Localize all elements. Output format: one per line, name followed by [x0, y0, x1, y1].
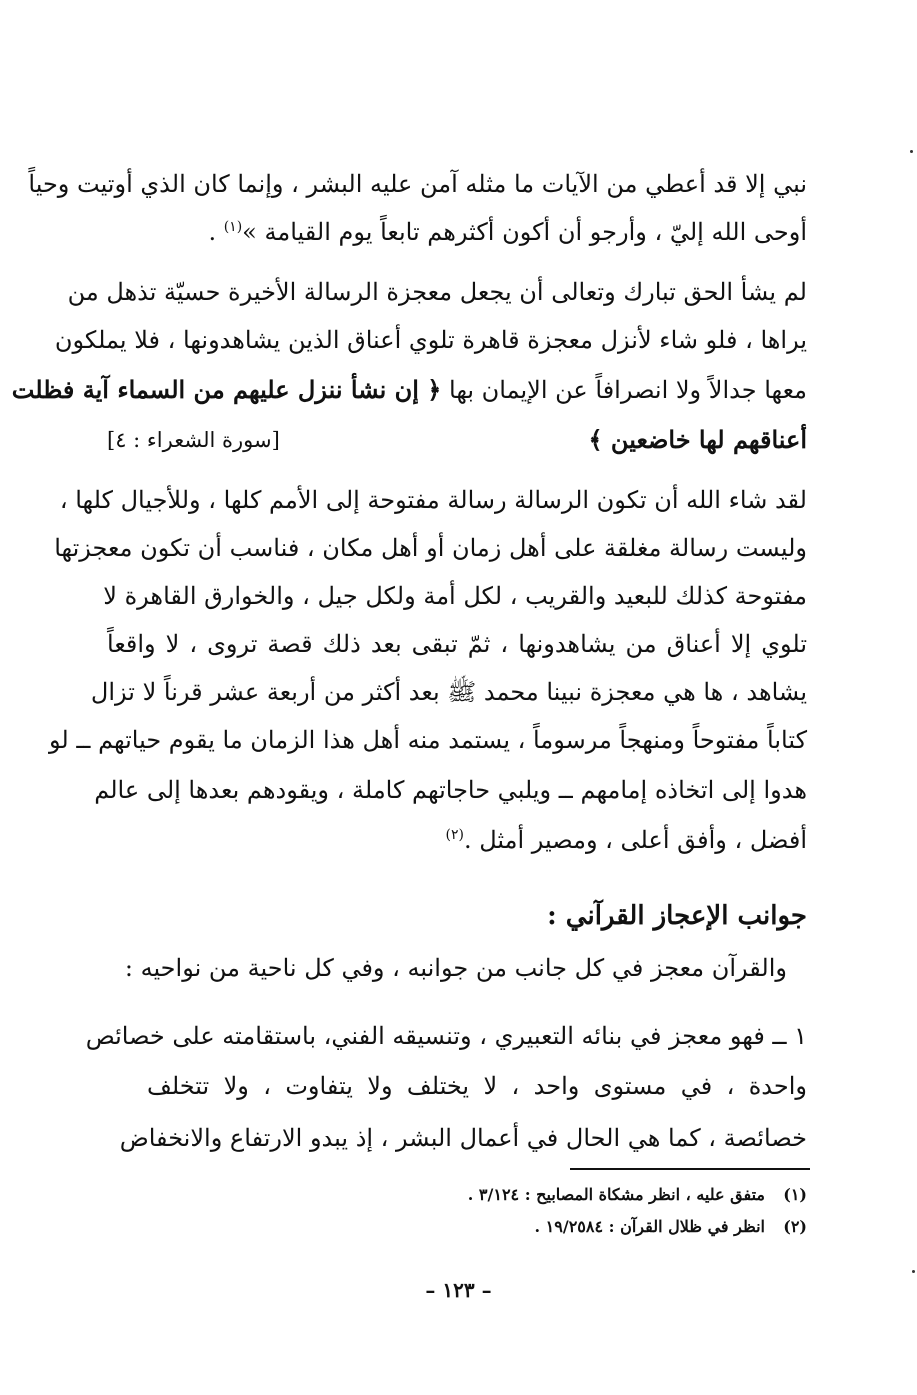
- body-line: [11, 372, 807, 408]
- footnote: [107, 1214, 807, 1240]
- body-line: تلوي إلا أعناق من يشاهدونها ، ثمّ تبقى بعد ذلك قصة تروى ، لا واقعاً: [107, 630, 807, 658]
- body-line: [107, 822, 807, 858]
- quran-verse: ﴿ إن نشأ ننزل عليهم من السماء آية فظلت: [11, 375, 442, 404]
- body-line: واحدة ، في مستوى واحد ، لا يختلف ولا يتفاوت ، ولا تتخلف: [147, 1072, 807, 1100]
- body-line: [107, 422, 807, 458]
- body-line: ١ ــ فهو معجز في بنائه التعبيري ، وتنسيقه الفني، باستقامته على خصائص: [85, 1022, 807, 1050]
- body-text: .: [208, 218, 224, 246]
- body-line: والقرآن معجز في كل جانب من جوانبه ، وفي كل ناحية من نواحيه :: [124, 954, 787, 982]
- body-line: لقد شاء الله أن تكون الرسالة رسالة مفتوحة إلى الأمم كلها ، وللأجيال كلها ،: [59, 486, 807, 514]
- footnote-number: (١): [783, 1185, 807, 1204]
- body-line: لم يشأ الحق تبارك وتعالى أن يجعل معجزة الرسالة الأخيرة حسيّة تذهل من: [67, 278, 807, 306]
- footnote-separator: [570, 1168, 810, 1170]
- body-text: معها جدالاً ولا انصرافاً عن الإيمان بها: [449, 376, 807, 404]
- scan-speck: [912, 1270, 915, 1273]
- body-line: وليست رسالة مغلقة على أهل زمان أو أهل مكان ، فناسب أن تكون معجزتها: [54, 534, 807, 562]
- body-line: نبي إلا قد أعطي من الآيات ما مثله آمن عليه البشر ، وإنما كان الذي أوتيت وحياً: [28, 170, 807, 198]
- body-line: [107, 214, 807, 250]
- quran-reference: [سورة الشعراء : ٤]: [107, 428, 280, 452]
- body-line: يشاهد ، ها هي معجزة نبينا محمد ﷺ بعد أكثر من أربعة عشر قرناً لا تزال: [90, 678, 807, 706]
- footnote-ref: (١): [223, 219, 243, 235]
- body-line: مفتوحة كذلك للبعيد والقريب ، لكل أمة ولكل جيل ، والخوارق القاهرة لا: [103, 582, 807, 610]
- quran-verse: أعناقهم لها خاضعين ﴾: [588, 425, 807, 454]
- page-number: – ١٢٣ –: [425, 1278, 492, 1302]
- body-line: يراها ، فلو شاء لأنزل معجزة قاهرة تلوي أعناق الذين يشاهدونها ، فلا يملكون: [54, 326, 807, 354]
- body-text: أوحى الله إليّ ، وأرجو أن أكون أكثرهم تابعاً يوم القيامة »: [242, 218, 807, 246]
- body-line: كتاباً مفتوحاً ومنهجاً مرسوماً ، يستمد منه أهل هذا الزمان ما يقوم حياتهم ــ لو: [49, 726, 807, 754]
- footnote: [107, 1182, 807, 1208]
- footnote-number: (٢): [783, 1217, 807, 1236]
- body-text: أفضل ، وأفق أعلى ، ومصير أمثل .: [463, 826, 807, 854]
- section-heading: جوانب الإعجاز القرآني :: [547, 901, 807, 931]
- scan-speck: [910, 150, 913, 153]
- footnote-ref: (٢): [445, 827, 464, 843]
- body-line: هدوا إلى اتخاذه إمامهم ــ ويلبي حاجاتهم كاملة ، ويقودهم بعدها إلى عالم: [94, 776, 807, 804]
- body-line: خصائصة ، كما هي الحال في أعمال البشر ، إذ يبدو الارتفاع والانخفاض: [119, 1124, 807, 1152]
- footnote-text: متفق عليه ، انظر مشكاة المصابيح : ٣/١٢٤ .: [467, 1185, 765, 1204]
- footnote-text: انظر في ظلال القرآن : ١٩/٢٥٨٤ .: [534, 1217, 765, 1236]
